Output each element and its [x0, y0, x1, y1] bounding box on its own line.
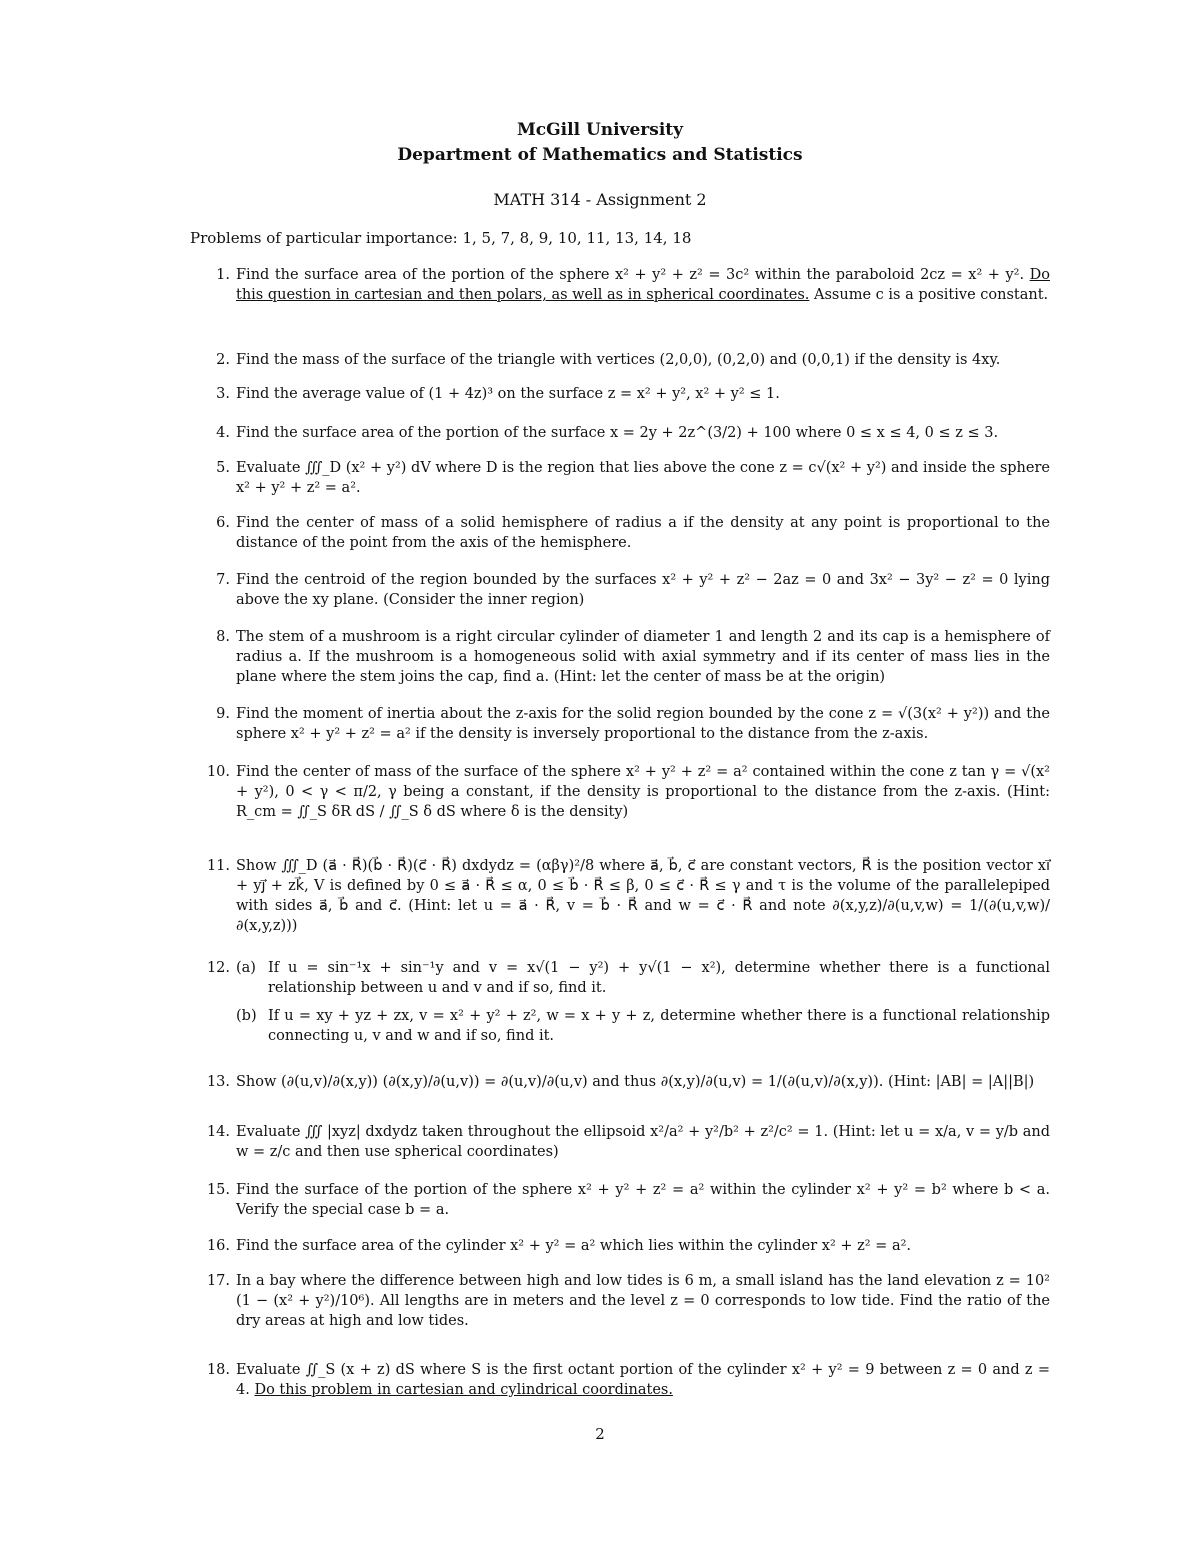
university-title: McGill University [516, 120, 684, 140]
problem-number: 16. [206, 1238, 230, 1254]
problem-text: Show (∂(u,v)/∂(x,y)) (∂(x,y)/∂(u,v)) = ∂(u,v)/∂(u,v) and thus ∂(x,y)/∂(u,v) = 1/(∂(u,v)/∂(x,y)). (Hint: |AB| = |A||B|) [236, 1074, 1035, 1090]
problem-text [236, 958, 1050, 1054]
underlined-instruction: Do this question in cartesian and then polars, as well as in spherical coordinates. [236, 267, 1050, 303]
problem-text: The stem of a mushroom is a right circular cylinder of diameter 1 and length 2 and its cap is a hemisphere of radius a. If the mushroom is a homogeneous solid with axial symmetry and if its center of mass lies in the plane where the stem joins the cap, find a. (Hint: let the center of mass be at the origin) [236, 629, 1050, 685]
problem-17 [180, 1271, 1050, 1331]
problem-12 [180, 958, 1050, 1054]
problem-11 [180, 856, 1050, 936]
problem-number: 10. [206, 764, 230, 780]
problem-number: 17. [206, 1273, 230, 1289]
subproblem-label: (b) [236, 1008, 257, 1024]
problem-1 [180, 265, 1050, 305]
problem-6 [180, 513, 1050, 553]
page-number: 2 [595, 1425, 605, 1443]
subproblem-text: If u = xy + yz + zx, v = x² + y² + z², w = x + y + z, determine whether there is a functional relationship connecting u, v and w and if so, find it. [268, 1008, 1050, 1044]
underlined-instruction: Do this problem in cartesian and cylindrical coordinates. [254, 1382, 673, 1398]
problem-text: Find the surface area of the portion of the sphere x² + y² + z² = 3c² within the paraboloid 2cz = x² + y². Do this question in cartesian and then polars, as well as in spherical coordinates. Assume c is a positive constant. [236, 267, 1050, 303]
problem-15 [180, 1180, 1050, 1220]
important-problems-note: Problems of particular importance: 1, 5, 7, 8, 9, 10, 11, 13, 14, 18 [190, 229, 692, 247]
problem-number: 12. [206, 960, 230, 976]
problem-text: Find the centroid of the region bounded by the surfaces x² + y² + z² − 2az = 0 and 3x² − 3y² − z² = 0 lying above the xy plane. (Consider the inner region) [236, 572, 1050, 608]
problem-number: 15. [206, 1182, 230, 1198]
problem-16 [180, 1236, 1050, 1256]
problem-number: 3. [216, 386, 230, 402]
problem-text: Find the mass of the surface of the triangle with vertices (2,0,0), (0,2,0) and (0,0,1) if the density is 4xy. [236, 352, 1001, 368]
problem-text: Find the average value of (1 + 4z)³ on the surface z = x² + y², x² + y² ≤ 1. [236, 386, 780, 402]
problem-number: 5. [216, 460, 230, 476]
problem-number: 7. [216, 572, 230, 588]
problem-text: Show ∭_D (a⃗ · R⃗)(b⃗ · R⃗)(c⃗ · R⃗) dxdydz = (αβγ)²/8 where a⃗, b⃗, c⃗ are constant vectors, R⃗ is the position vector xi⃗ + yj⃗ + zk⃗, V is defined by 0 ≤ a⃗ · R⃗ ≤ α, 0 ≤ b⃗ · R⃗ ≤ β, 0 ≤ c⃗ · R⃗ ≤ γ and τ is the volume of the parallelepiped with sides a⃗, b⃗ and c⃗. (Hint: let u = a⃗ · R⃗, v = b⃗ · R⃗ and w = c⃗ · R⃗ and note ∂(x,y,z)/∂(u,v,w) = 1/(∂(u,v,w)/∂(x,y,z))) [236, 858, 1050, 934]
problem-text: In a bay where the difference between high and low tides is 6 m, a small island has the land elevation z = 10² (1 − (x² + y²)/10⁶). All lengths are in meters and the level z = 0 corresponds to low tide. Find the ratio of the dry areas at high and low tides. [236, 1273, 1050, 1329]
problem-number: 4. [216, 425, 230, 441]
problem-14 [180, 1122, 1050, 1162]
subproblem-label: (a) [236, 960, 256, 976]
problem-number: 14. [206, 1124, 230, 1140]
subproblem-text: If u = sin⁻¹x + sin⁻¹y and v = x√(1 − y²) + y√(1 − x²), determine whether there is a functional relationship between u and v and if so, find it. [268, 960, 1050, 996]
problem-text: Find the moment of inertia about the z-axis for the solid region bounded by the cone z = √(3(x² + y²)) and the sphere x² + y² + z² = a² if the density is inversely proportional to the distance from the z-axis. [236, 706, 1050, 742]
problem-4 [180, 423, 1050, 443]
problem-number: 2. [216, 352, 230, 368]
problem-text: Evaluate ∬_S (x + z) dS where S is the first octant portion of the cylinder x² + y² = 9 between z = 0 and z = 4. Do this problem in cartesian and cylindrical coordinates. [236, 1362, 1050, 1398]
problem-text: Find the surface of the portion of the sphere x² + y² + z² = a² within the cylinder x² + y² = b² where b < a. Verify the special case b = a. [236, 1182, 1050, 1218]
assignment-title: MATH 314 - Assignment 2 [493, 190, 707, 209]
problem-10 [180, 762, 1050, 822]
problem-number: 11. [206, 858, 230, 874]
problem-number: 6. [216, 515, 230, 531]
problem-3 [180, 384, 1050, 404]
problem-text: Find the surface area of the cylinder x² + y² = a² which lies within the cylinder x² + z² = a². [236, 1238, 912, 1254]
subproblem-b [236, 1006, 1050, 1046]
department-title: Department of Mathematics and Statistics [397, 145, 803, 165]
problem-text: Evaluate ∭_D (x² + y²) dV where D is the region that lies above the cone z = c√(x² + y²) and inside the sphere x² + y² + z² = a². [236, 460, 1050, 496]
problem-text: Find the center of mass of the surface of the sphere x² + y² + z² = a² contained within the cone z tan γ = √(x² + y²), 0 < γ < π/2, γ being a constant, if the density is proportional to the distance from the z-axis. (Hint: R_cm = ∬_S δR dS / ∬_S δ dS where δ is the density) [236, 764, 1050, 820]
problem-number: 18. [206, 1362, 230, 1378]
subproblem-a [236, 958, 1050, 998]
problem-text: Find the surface area of the portion of the surface x = 2y + 2z^(3/2) + 100 where 0 ≤ x ≤ 4, 0 ≤ z ≤ 3. [236, 425, 999, 441]
problem-number: 1. [216, 267, 230, 283]
problem-number: 13. [206, 1074, 230, 1090]
problem-text: Evaluate ∭ |xyz| dxdydz taken throughout the ellipsoid x²/a² + y²/b² + z²/c² = 1. (Hint: let u = x/a, v = y/b and w = z/c and then use spherical coordinates) [236, 1124, 1050, 1160]
problem-18 [180, 1360, 1050, 1400]
problem-13 [180, 1072, 1050, 1092]
problem-2 [180, 350, 1050, 370]
problem-9 [180, 704, 1050, 744]
problem-number: 8. [216, 629, 230, 645]
problem-number: 9. [216, 706, 230, 722]
problem-7 [180, 570, 1050, 610]
problem-5 [180, 458, 1050, 498]
problem-text: Find the center of mass of a solid hemisphere of radius a if the density at any point is proportional to the distance of the point from the axis of the hemisphere. [236, 515, 1050, 551]
problem-8 [180, 627, 1050, 687]
